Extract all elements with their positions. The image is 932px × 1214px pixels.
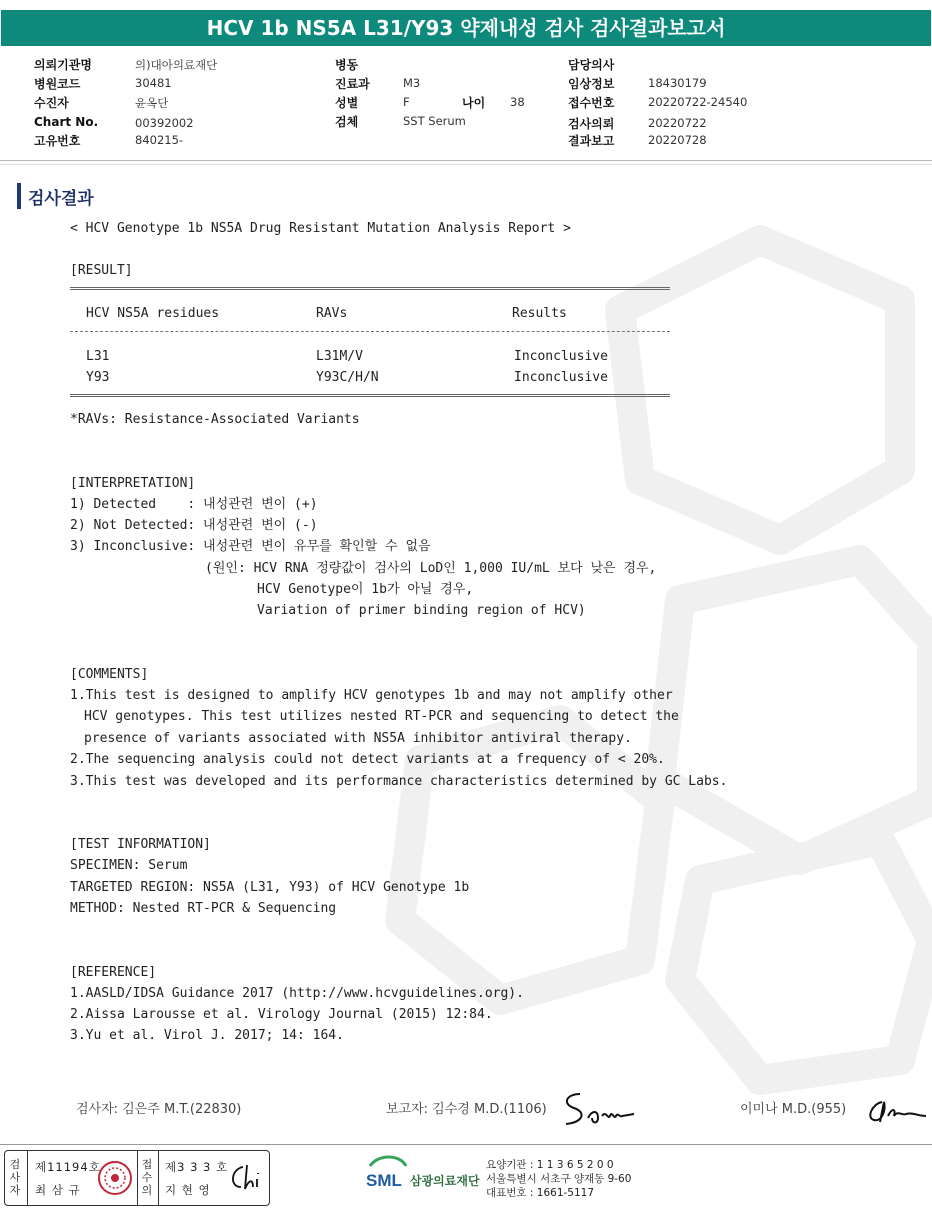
- reference-1: 1.AASLD/IDSA Guidance 2017 (http://www.hcvguidelines.org).: [70, 986, 524, 1001]
- value-unique-number: 840215-: [135, 133, 184, 147]
- result-label: [RESULT]: [70, 263, 133, 278]
- interpretation-not-detected: 2) Not Detected: 내성관련 변이 (-): [70, 518, 318, 533]
- stamp-reg-1: 제11194호: [35, 1160, 101, 1174]
- comment-1: 1.This test is designed to amplify HCV genotypes 1b and may not amplify other: [70, 688, 673, 703]
- reference-label: [REFERENCE]: [70, 965, 157, 980]
- interpretation-detected: 1) Detected : 내성관련 변이 (+): [70, 497, 318, 512]
- test-info-method: METHOD: Nested RT-PCR & Sequencing: [70, 901, 337, 916]
- row-result: Inconclusive: [514, 370, 608, 385]
- stamp-name-2: 지 현 영: [165, 1183, 211, 1197]
- official-seal-icon: [97, 1160, 133, 1196]
- row-residue: L31: [86, 349, 110, 364]
- comment-1-cont: HCV genotypes. This test utilizes nested RT-PCR and sequencing to detect the: [84, 709, 679, 724]
- value-request-date: 20220722: [648, 116, 707, 130]
- stamp-name-1: 최 삼 규: [35, 1183, 81, 1197]
- reporter-signature-icon: [558, 1088, 638, 1132]
- interpretation-cause-genotype: HCV Genotype이 1b가 아닐 경우,: [257, 582, 474, 597]
- footer-divider: [0, 1144, 932, 1145]
- label-hospital-code: 병원코드: [34, 77, 81, 91]
- row-residue: Y93: [86, 370, 110, 385]
- label-ward: 병동: [335, 58, 359, 72]
- value-requesting-institution: 의)대아의료재단: [135, 58, 218, 72]
- label-chart-no: Chart No.: [34, 115, 99, 129]
- report-title: HCV 1b NS5A L31/Y93 약제내성 검사 검사결과보고서: [1, 10, 931, 46]
- label-clinical-info: 임상정보: [568, 77, 615, 91]
- header-residues: HCV NS5A residues: [86, 306, 220, 321]
- reference-3: 3.Yu et al. Virol J. 2017; 14: 164.: [70, 1028, 344, 1043]
- footer-phone: 대표번호 : 1661-5117: [486, 1187, 595, 1199]
- row-rav: Y93C/H/N: [316, 370, 379, 385]
- test-info-specimen: SPECIMEN: Serum: [70, 858, 188, 873]
- interpretation-cause-variation: Variation of primer binding region of HCV): [257, 603, 586, 618]
- label-receipt-number: 접수번호: [568, 96, 615, 110]
- value-department: M3: [403, 76, 421, 90]
- reference-2: 2.Aissa Larousse et al. Virology Journal (2015) 12:84.: [70, 1007, 493, 1022]
- value-clinical-info: 18430179: [648, 76, 707, 90]
- sml-logo-icon: [366, 1154, 410, 1194]
- patient-info: [0, 56, 932, 156]
- report-heading: < HCV Genotype 1b NS5A Drug Resistant Mutation Analysis Report >: [70, 221, 571, 236]
- logo-name: 삼광의료재단: [410, 1174, 480, 1188]
- label-sex: 성별: [335, 96, 359, 110]
- value-hospital-code: 30481: [135, 76, 172, 90]
- row-rav: L31M/V: [316, 349, 363, 364]
- table-bottom-rule: [70, 394, 670, 397]
- interpretation-label: [INTERPRETATION]: [70, 476, 196, 491]
- comment-2: 2.The sequencing analysis could not detect variants at a frequency of < 20%.: [70, 752, 665, 767]
- license-stamp-box: [4, 1150, 270, 1206]
- footer-institution-info: [486, 1158, 631, 1200]
- receiver-signature-icon: [227, 1161, 267, 1195]
- value-receipt-number: 20220722-24540: [648, 95, 748, 109]
- comment-1-cont2: presence of variants associated with NS5A inhibitor antiviral therapy.: [84, 731, 632, 746]
- third-signature-icon: [862, 1094, 928, 1128]
- value-chart-no: 00392002: [135, 116, 194, 130]
- label-doctor: 담당의사: [568, 58, 615, 72]
- comment-3: 3.This test was developed and its performance characteristics determined by GC Labs.: [70, 774, 728, 789]
- interpretation-inconclusive: 3) Inconclusive: 내성관련 변이 유무를 확인할 수 없음: [70, 539, 431, 554]
- row-result: Inconclusive: [514, 349, 608, 364]
- interpretation-cause: (원인: HCV RNA 정량값이 검사의 LoD인 1,000 IU/mL 보다 낮은 경우,: [205, 561, 657, 576]
- section-title: 검사결과: [28, 189, 94, 209]
- footer-address: 서울특별시 서초구 양재동 9-60: [486, 1173, 632, 1185]
- third-signature-line: 이미나 M.D.(955): [740, 1102, 847, 1117]
- label-report-date: 결과보고: [568, 134, 615, 148]
- value-sex: F: [403, 95, 410, 109]
- value-report-date: 20220728: [648, 133, 707, 147]
- stamp-reg-2: 제3 3 3 호: [165, 1160, 229, 1174]
- value-specimen: SST Serum: [403, 114, 466, 128]
- label-specimen: 검체: [335, 115, 359, 129]
- section-marker: [17, 183, 21, 209]
- label-request-date: 검사의뢰: [568, 117, 615, 131]
- test-info-targeted-region: TARGETED REGION: NS5A (L31, Y93) of HCV Genotype 1b: [70, 880, 470, 895]
- test-info-label: [TEST INFORMATION]: [70, 837, 211, 852]
- value-age: 38: [510, 95, 525, 109]
- info-divider: [0, 160, 932, 161]
- reporter-signature-line: 보고자: 김수경 M.D.(1106): [386, 1102, 547, 1117]
- label-age: 나이: [462, 96, 486, 110]
- table-top-rule: [70, 287, 670, 290]
- stamp-label-receiver: 접수의: [141, 1158, 153, 1197]
- label-requesting-institution: 의뢰기관명: [34, 58, 92, 72]
- label-unique-number: 고유번호: [34, 134, 81, 148]
- label-department: 진료과: [335, 77, 370, 91]
- logo-text: SML: [366, 1171, 402, 1190]
- header-ravs: RAVs: [316, 306, 348, 321]
- value-patient: 윤옥단: [135, 96, 169, 110]
- comments-label: [COMMENTS]: [70, 667, 149, 682]
- info-divider-secondary: [0, 164, 932, 165]
- label-patient: 수진자: [34, 96, 69, 110]
- footer-institution-code: 요양기관 : 1 1 3 6 5 2 0 0: [486, 1159, 614, 1171]
- header-results: Results: [512, 306, 567, 321]
- table-header-rule: [70, 331, 670, 332]
- stamp-label-tester: 검사자: [9, 1158, 21, 1197]
- tester-signature-line: 검사자: 김은주 M.T.(22830): [76, 1102, 242, 1117]
- rav-note: *RAVs: Resistance-Associated Variants: [70, 412, 360, 427]
